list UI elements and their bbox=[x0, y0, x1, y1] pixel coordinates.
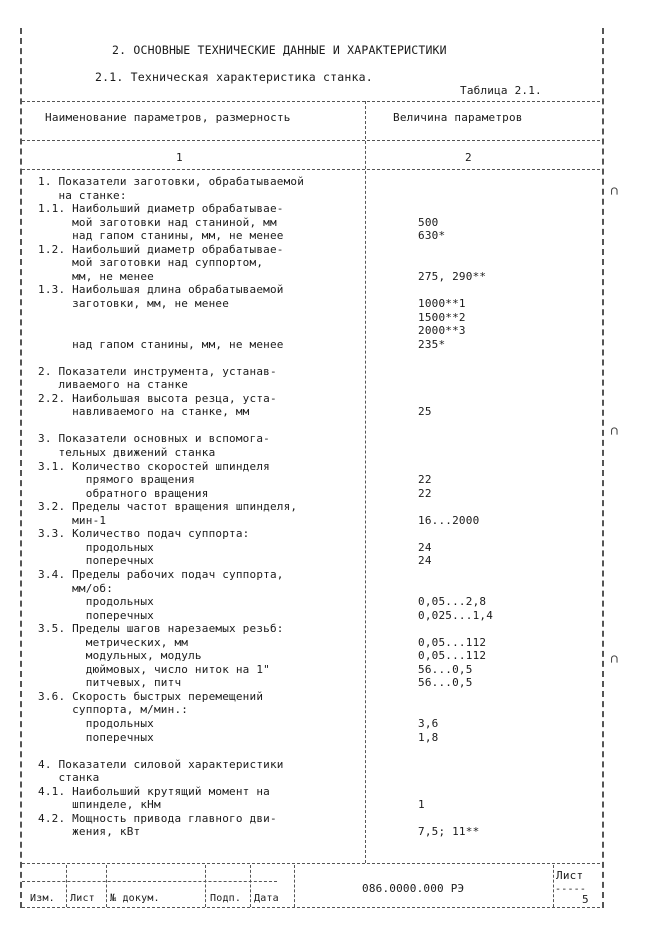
stamp-sep-6 bbox=[553, 865, 554, 907]
parameter-value: 500 bbox=[418, 215, 439, 229]
parameter-name: 4.1. Наибольший крутящий момент на bbox=[38, 784, 270, 798]
parameter-name: суппорта, м/мин.: bbox=[38, 703, 189, 717]
parameter-name: мой заготовки над суппортом, bbox=[38, 256, 264, 270]
parameter-name: поперечных bbox=[38, 730, 154, 744]
parameter-value: 1500**2 bbox=[418, 310, 466, 324]
parameter-name: над гапом станины, мм, не менее bbox=[38, 229, 284, 243]
column-header-value: Величина параметров bbox=[393, 111, 523, 124]
parameter-value: 24 bbox=[418, 540, 432, 554]
parameter-name: жения, кВт bbox=[38, 825, 141, 839]
stamp-date: Дата bbox=[254, 893, 279, 904]
parameter-name: на станке: bbox=[38, 188, 127, 202]
parameter-name: мой заготовки над станиной, мм bbox=[38, 215, 277, 229]
binding-mark: ⊂ bbox=[605, 654, 622, 664]
parameter-value: 235* bbox=[418, 337, 446, 351]
parameter-value: 22 bbox=[418, 473, 432, 487]
parameter-value: 0,05...112 bbox=[418, 649, 487, 663]
subsection-heading: 2.1. Техническая характеристика станка. bbox=[95, 70, 373, 84]
parameter-name: обратного вращения bbox=[38, 486, 209, 500]
parameter-value: 0,05...112 bbox=[418, 635, 487, 649]
stamp-list: Лист bbox=[70, 893, 95, 904]
parameter-value: 275, 290** bbox=[418, 269, 487, 283]
column-number-2: 2 bbox=[465, 151, 472, 164]
parameter-name: мм/об: bbox=[38, 581, 114, 595]
parameter-name: ливаемого на станке bbox=[38, 378, 189, 392]
parameter-value: 0,05...2,8 bbox=[418, 595, 487, 609]
parameter-name: 3.1. Количество скоростей шпинделя bbox=[38, 459, 270, 473]
stamp-doc-number: № докум. bbox=[110, 893, 160, 904]
parameter-name: 4.2. Мощность привода главного дви- bbox=[38, 811, 277, 825]
stamp-signature: Подп. bbox=[210, 893, 242, 904]
column-separator bbox=[365, 101, 366, 863]
parameter-name: прямого вращения bbox=[38, 473, 195, 487]
page-bottom-border bbox=[22, 907, 600, 908]
stamp-sheet-number: 5 bbox=[582, 893, 589, 906]
parameter-value: 1,8 bbox=[418, 730, 439, 744]
parameter-value: 1000**1 bbox=[418, 296, 466, 310]
numbers-divider bbox=[22, 169, 600, 170]
parameter-name: 1. Показатели заготовки, обрабатываемой bbox=[38, 175, 305, 188]
parameter-name: питчевых, питч bbox=[38, 676, 182, 690]
parameter-value: 2000**3 bbox=[418, 324, 466, 338]
stamp-sheet-label: Лист bbox=[556, 869, 584, 882]
parameter-name: поперечных bbox=[38, 608, 154, 622]
table-top-border bbox=[22, 101, 600, 102]
parameter-name: 4. Показатели силовой характеристики bbox=[38, 757, 284, 771]
parameter-name: шпинделе, кНм bbox=[38, 798, 161, 812]
parameter-name: станка bbox=[38, 771, 100, 785]
parameter-value: 7,5; 11** bbox=[418, 825, 480, 839]
parameter-value: 24 bbox=[418, 554, 432, 568]
section-heading: 2. ОСНОВНЫЕ ТЕХНИЧЕСКИЕ ДАННЫЕ И ХАРАКТЕРИСТИКИ bbox=[112, 43, 447, 57]
stamp-sep-3 bbox=[205, 865, 206, 907]
header-divider bbox=[22, 140, 600, 141]
parameter-name: мин-1 bbox=[38, 513, 107, 527]
parameter-name: модульных, модуль bbox=[38, 649, 202, 663]
parameter-name: 3. Показатели основных и вспомога- bbox=[38, 432, 270, 446]
binding-mark: ⊂ bbox=[605, 186, 622, 196]
stamp-sep-5 bbox=[294, 865, 295, 907]
parameter-name: 3.4. Пределы рабочих подач суппорта, bbox=[38, 567, 284, 581]
parameter-value: 22 bbox=[418, 486, 432, 500]
parameter-value: 1 bbox=[418, 798, 425, 812]
parameter-name: над гапом станины, мм, не менее bbox=[38, 337, 284, 351]
parameter-name: дюймовых, число ниток на 1" bbox=[38, 662, 270, 676]
parameter-name: 2. Показатели инструмента, устанав- bbox=[38, 364, 277, 378]
parameter-name: 2.2. Наибольшая высота резца, уста- bbox=[38, 391, 277, 405]
parameter-name: 3.3. Количество подач суппорта: bbox=[38, 527, 250, 541]
parameter-name: навливаемого на станке, мм bbox=[38, 405, 250, 419]
stamp-document-code: 086.0000.000 РЭ bbox=[362, 882, 465, 895]
parameter-value: 0,025...1,4 bbox=[418, 608, 494, 622]
column-header-param: Наименование параметров, размерность bbox=[45, 111, 291, 124]
table-label: Таблица 2.1. bbox=[460, 84, 542, 97]
stamp-sep-1 bbox=[66, 865, 67, 907]
stamp-sheet-dash: ----- bbox=[555, 884, 587, 895]
parameter-name: заготовки, мм, не менее bbox=[38, 296, 230, 310]
column-number-1: 1 bbox=[176, 151, 183, 164]
parameter-name: мм, не менее bbox=[38, 269, 154, 283]
parameter-value: 630* bbox=[418, 229, 446, 243]
stamp-izm: Изм. bbox=[30, 893, 55, 904]
stamp-top-border bbox=[22, 863, 600, 864]
parameter-name: 3.2. Пределы частот вращения шпинделя, bbox=[38, 500, 298, 514]
parameter-name: продольных bbox=[38, 595, 154, 609]
parameter-value: 25 bbox=[418, 405, 432, 419]
stamp-sep-2 bbox=[106, 865, 107, 907]
parameter-value: 56...0,5 bbox=[418, 676, 473, 690]
parameter-value: 56...0,5 bbox=[418, 662, 473, 676]
stamp-mid-line bbox=[22, 881, 277, 882]
binding-mark: ⊂ bbox=[605, 426, 622, 436]
parameter-name: 1.1. Наибольший диаметр обрабатывае- bbox=[38, 202, 284, 216]
parameter-name: продольных bbox=[38, 540, 154, 554]
parameter-name: 3.6. Скорость быстрых перемещений bbox=[38, 689, 264, 703]
parameter-value: 16...2000 bbox=[418, 513, 480, 527]
parameter-value: 3,6 bbox=[418, 717, 439, 730]
parameter-name: продольных bbox=[38, 717, 154, 730]
parameter-name: 1.2. Наибольший диаметр обрабатывае- bbox=[38, 242, 284, 256]
parameter-name: тельных движений станка bbox=[38, 446, 216, 459]
parameter-name: метрических, мм bbox=[38, 635, 189, 649]
parameter-name: поперечных bbox=[38, 554, 154, 568]
parameter-name: 1.3. Наибольшая длина обрабатываемой bbox=[38, 283, 284, 297]
parameter-name: 3.5. Пределы шагов нарезаемых резьб: bbox=[38, 622, 284, 636]
stamp-sep-4 bbox=[250, 865, 251, 907]
